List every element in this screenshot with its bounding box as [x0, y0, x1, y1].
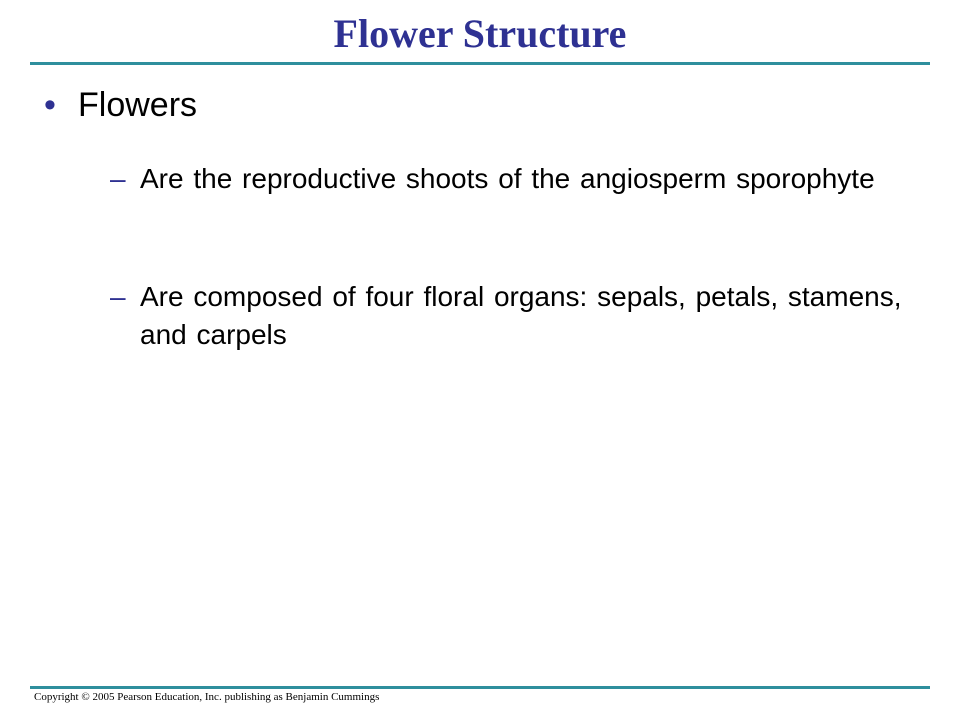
sub-bullet-marker: – — [110, 163, 126, 194]
sub-bullet-text: Are composed of four floral organs: sepals, petals, stamens, and carpels — [140, 281, 902, 350]
bullet-text: Flowers — [78, 86, 198, 124]
sub-bullet-item — [110, 160, 910, 198]
sub-bullet-marker: – — [110, 281, 126, 312]
footer-divider — [30, 686, 930, 689]
bullet-item — [44, 82, 197, 128]
sub-bullet-item — [110, 278, 910, 354]
sub-bullet-text: Are the reproductive shoots of the angiosperm sporophyte — [140, 163, 875, 194]
slide-title: Flower Structure — [333, 11, 627, 56]
bullet-marker: • — [44, 86, 56, 124]
title-divider — [30, 62, 930, 65]
copyright-notice: Copyright © 2005 Pearson Education, Inc. publishing as Benjamin Cummings — [34, 691, 380, 703]
